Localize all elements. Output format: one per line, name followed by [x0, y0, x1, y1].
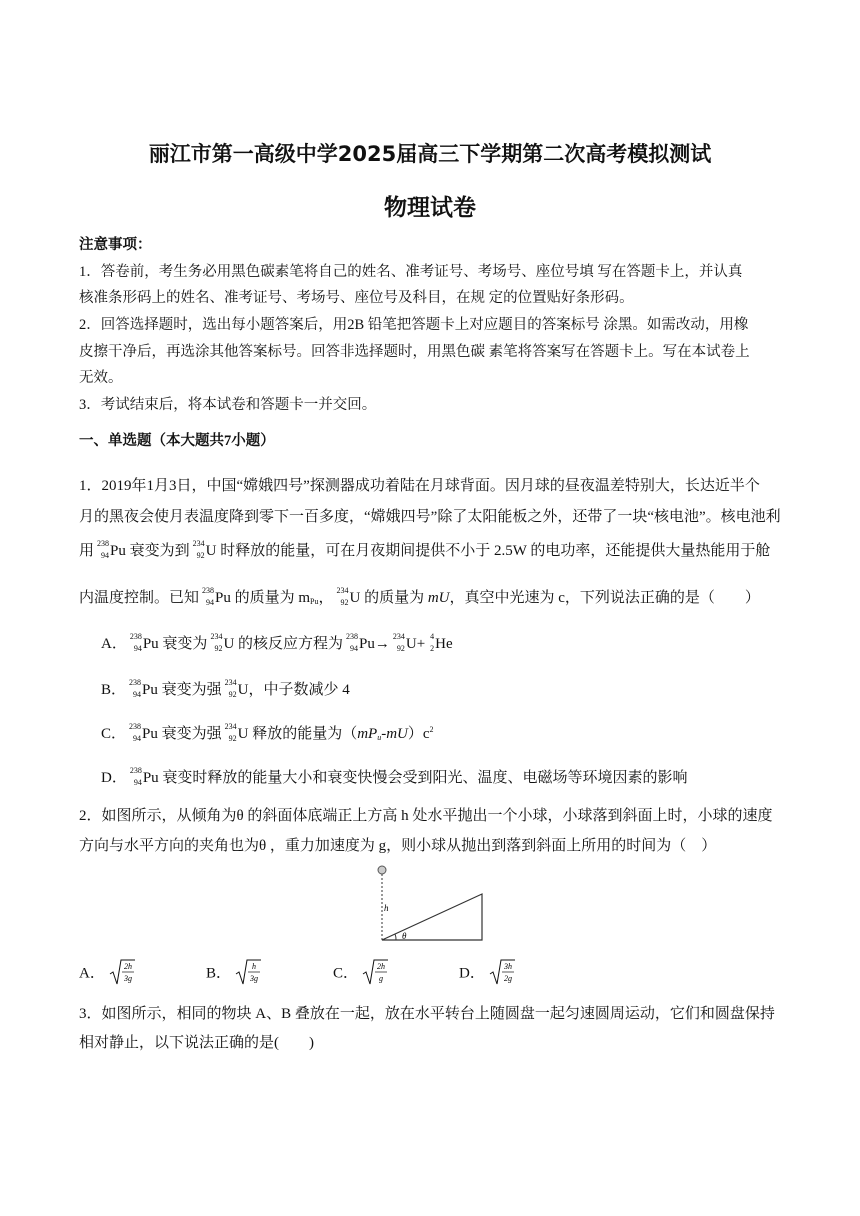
u-isotope: 234 92 [336, 585, 349, 607]
height-label: h [384, 903, 389, 913]
notice-line: 无效。 [79, 370, 123, 386]
svg-text:3g: 3g [249, 974, 258, 983]
sqrt-fraction [362, 958, 388, 986]
svg-text:h: h [251, 962, 256, 971]
q1-text: 月的黑夜会使月表温度降到零下一百多度，“嫦娥四号”除了太阳能板之外，还带了一块“核电池”。核电池利 [79, 509, 781, 525]
q2-text: 2．如图所示，从倾角为θ 的斜面体底端正上方高 h 处水平抛出一个小球，小球落到斜面上时，小球的速度 [79, 808, 773, 824]
incline-figure [370, 862, 490, 946]
q2-option-a[interactable]: A． 2h 3g [79, 958, 135, 986]
q1-text-line3: 用 238 94 Pu 衰变为到 234 92 U 时释放的能量，可在月夜期间提供不小于 2.5W 的电功率，还能提供大量热能用于舱 [79, 538, 771, 560]
q2-text: 方向与水平方向的夹角也为θ ，重力加速度为 g，则小球从抛出到落到斜面上所用的时间为（ ） [79, 838, 717, 854]
q1-option-c[interactable]: C． 238 94 Pu 衰变为强 234 92 U 释放的能量为$(mPu-mU)c^2$ [101, 721, 434, 743]
notice-line: 皮擦干净后，再选涂其他答案标号。回答非选择题时，用黑色碳 素笔将答案写在答题卡上。写在本试卷上 [79, 344, 750, 360]
q2-option-c[interactable]: C． 2h g [333, 958, 388, 986]
ball-icon [378, 866, 386, 874]
sqrt-fraction [109, 958, 135, 986]
exam-subject: 物理试卷 [384, 195, 476, 221]
notice-line: 1．答卷前，考生务必用黑色碳素笔将自己的姓名、准考证号、考场号、座位号填 写在答题卡上，并认真 [79, 264, 743, 280]
pu-isotope: 238 94 [97, 538, 110, 560]
u-isotope: 234 92 [192, 538, 205, 560]
q1-option-d[interactable]: D． 238 94 Pu 衰变时释放的能量大小和衰变快慢会受到阳光、温度、电磁场等环境因素的影响 [101, 765, 688, 787]
notice-line: 2．回答选择题时，选出每小题答案后，用2B 铅笔把答题卡上对应题目的答案标号 涂黑。如需改动，用橡 [79, 317, 749, 333]
notice-line: 核准条形码上的姓名、准考证号、考场号、座位号及科目，在规 定的位置贴好条形码。 [79, 290, 634, 306]
q1-option-b[interactable]: B． 238 94 Pu 衰变为强 234 92 U，中子数减少 4 [101, 677, 350, 699]
sqrt-fraction [235, 958, 261, 986]
q2-option-b[interactable]: B． h 3g [206, 958, 261, 986]
q3-text: 相对静止，以下说法正确的是( ) [79, 1035, 314, 1051]
notice-line: 3．考试结束后，将本试卷和答题卡一并交回。 [79, 397, 377, 413]
svg-text:3g: 3g [123, 974, 132, 983]
incline-triangle [382, 894, 482, 940]
svg-text:2g: 2g [503, 974, 512, 983]
notice-heading: 注意事项： [79, 237, 152, 253]
pu-isotope: 238 94 [202, 585, 215, 607]
q2-option-d[interactable]: D． 3h 2g [459, 958, 515, 986]
q1-text-line4: 内温度控制。已知 238 94 Pu 的质量为 mPu， 234 92 U 的质量为 mU，真空中光速为 c，下列说法正确的是（ ） [79, 585, 760, 607]
svg-text:g: g [378, 974, 383, 983]
sqrt-fraction [489, 958, 515, 986]
svg-text:2h: 2h [123, 962, 132, 971]
svg-text:2h: 2h [376, 962, 385, 971]
section-heading: 一、单选题（本大题共7小题） [79, 433, 275, 449]
q1-text: 1．2019年1月3日，中国“嫦娥四号”探测器成功着陆在月球背面。因月球的昼夜温差特别大，长达近半个 [79, 478, 760, 494]
svg-text:3h: 3h [503, 962, 512, 971]
q3-text: 3．如图所示，相同的物块 A、B 叠放在一起，放在水平转台上随圆盘一起匀速圆周运动，它们和圆盘保持 [79, 1006, 775, 1022]
q1-option-a[interactable]: A． 238 94 Pu 衰变为 234 92 U 的核反应方程为 238 94 Pu→ 234 92 U+ 4 2 He [101, 631, 453, 653]
exam-title: 丽江市第一高级中学2025届高三下学期第二次高考模拟测试 [148, 142, 712, 166]
angle-label: θ [402, 931, 407, 941]
